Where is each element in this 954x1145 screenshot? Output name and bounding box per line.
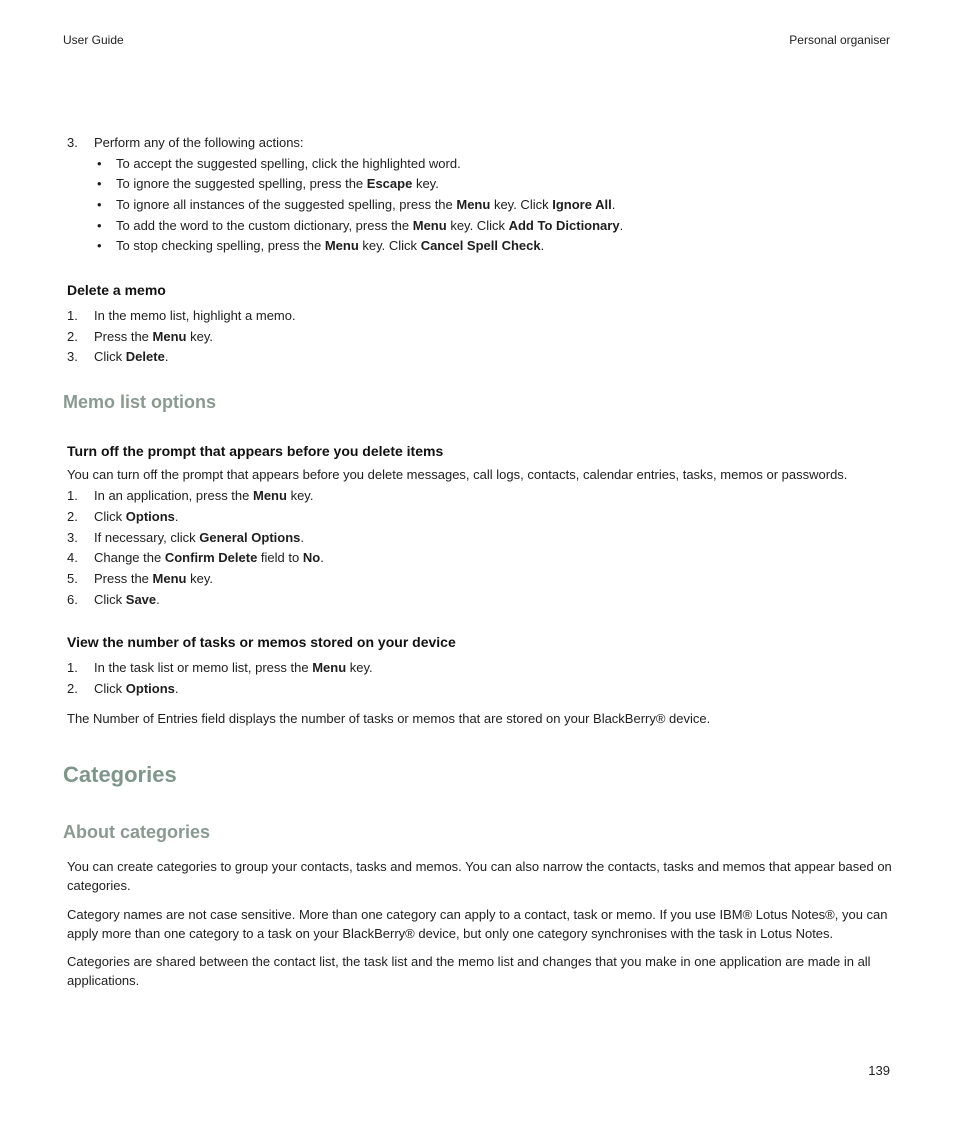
step-text: Click Options. <box>94 509 179 524</box>
step-number: 5. <box>67 571 78 586</box>
section-heading-memo-list-options: Memo list options <box>63 392 216 412</box>
step-text: In the task list or memo list, press the Menu key. <box>94 660 373 675</box>
chapter-heading-categories: Categories <box>63 762 177 787</box>
step-number: 2. <box>67 681 78 696</box>
step-number: 1. <box>67 660 78 675</box>
step-text: Click Delete. <box>94 349 169 364</box>
step-number: 4. <box>67 550 78 565</box>
step-number: 3. <box>67 349 78 364</box>
bullet-item: To ignore the suggested spelling, press the Escape key. <box>116 176 439 191</box>
bullet-dot: • <box>97 176 102 191</box>
bullet-item: To add the word to the custom dictionary, press the Menu key. Click Add To Dictionary. <box>116 218 624 233</box>
page-number: 139 <box>868 1063 890 1078</box>
step-text: Click Options. <box>94 681 179 696</box>
bullet-dot: • <box>97 156 102 171</box>
running-header-right: Personal organiser <box>789 33 890 47</box>
paragraph: You can create categories to group your contacts, tasks and memos. You can also narrow the contacts, tasks and memos that appear based on categories. <box>67 859 892 893</box>
step-number: 1. <box>67 308 78 323</box>
step-text: Press the Menu key. <box>94 571 213 586</box>
section-heading-turn-off-prompt: Turn off the prompt that appears before you delete items <box>67 443 444 459</box>
section-heading-delete-memo: Delete a memo <box>67 282 166 298</box>
bullet-dot: • <box>97 218 102 233</box>
bullet-dot: • <box>97 197 102 212</box>
step-number: 2. <box>67 509 78 524</box>
step-number: 3. <box>67 135 78 150</box>
step-number: 2. <box>67 329 78 344</box>
section-heading-about-categories: About categories <box>63 822 211 842</box>
section-note: The Number of Entries field displays the number of tasks or memos that are stored on your BlackBerry® device. <box>67 711 711 726</box>
bullet-item: To accept the suggested spelling, click the highlighted word. <box>116 156 461 171</box>
step-number: 3. <box>67 530 78 545</box>
step-text: In an application, press the Menu key. <box>94 488 314 503</box>
paragraph: Category names are not case sensitive. More than one category can apply to a contact, task or memo. If you use IBM® Lotus Notes®, you can apply more than one category to a task on your BlackBerry® device, but only one category synchronises with the task in Lotus Notes. <box>67 907 888 941</box>
step-number: 1. <box>67 488 78 503</box>
bullet-item: To stop checking spelling, press the Menu key. Click Cancel Spell Check. <box>116 238 545 253</box>
section-intro: You can turn off the prompt that appears before you delete messages, call logs, contacts, calendar entries, tasks, memos or passwords. <box>67 467 848 482</box>
running-header-left: User Guide <box>63 33 124 47</box>
step-number: 6. <box>67 592 78 607</box>
step-text: In the memo list, highlight a memo. <box>94 308 296 323</box>
section-heading-view-number: View the number of tasks or memos stored on your device <box>67 634 456 650</box>
step-text: Press the Menu key. <box>94 329 213 344</box>
step-text: Perform any of the following actions: <box>94 135 304 150</box>
step-text: Change the Confirm Delete field to No. <box>94 550 324 565</box>
step-text: Click Save. <box>94 592 160 607</box>
step-text: If necessary, click General Options. <box>94 530 304 545</box>
paragraph: Categories are shared between the contact list, the task list and the memo list and changes that you make in one application are made in all applications. <box>67 954 871 988</box>
bullet-item: To ignore all instances of the suggested spelling, press the Menu key. Click Ignore All. <box>116 197 616 212</box>
bullet-dot: • <box>97 238 102 253</box>
